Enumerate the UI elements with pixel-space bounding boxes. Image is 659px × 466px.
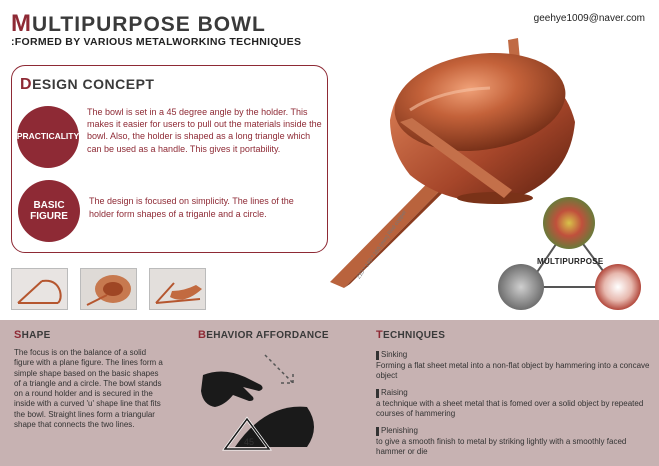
techniques-title-initial: T (376, 329, 384, 341)
title-initial: M (11, 10, 32, 37)
concept-title-rest: ESIGN CONCEPT (32, 76, 155, 92)
basic-figure-badge (18, 180, 80, 242)
diagram-label: MULTIPURPOSE (537, 257, 604, 266)
thumbnail-side-view-image (12, 269, 68, 310)
shape-title (14, 329, 51, 341)
techniques-title-rest: ECHNIQUES (383, 330, 446, 341)
page-subtitle: :FORMED BY VARIOUS METALWORKING TECHNIQUES (11, 36, 302, 48)
shape-title-initial: S (14, 329, 22, 341)
page-title (11, 10, 266, 38)
wire-photo (498, 264, 544, 310)
beads-photo (543, 197, 595, 249)
technique-desc: to give a smooth finish to metal by striking lightly with a smoothly faced hammer or die (376, 436, 627, 456)
techniques-title (376, 329, 445, 341)
shape-text: The focus is on the balance of a solid figure with a plane figure. The lines form a simple shape based on the basic shapes of a triangle and a circle. The bowl stands on a round holder and is secured in the inside with a curved 'u' shape line that fits the bowl. Straight lines form a triangular shape that connects the two lines. (14, 348, 163, 430)
shape-title-rest: HAPE (21, 330, 51, 341)
thumbnail-top-view[interactable] (80, 268, 137, 310)
behavior-illustration (195, 347, 335, 462)
basic-label-line2: FIGURE (30, 211, 68, 222)
technique-name: Plenishing (381, 426, 418, 435)
pull-direction-arrow (265, 355, 293, 383)
bullet-mark (376, 389, 379, 398)
basic-label-line1: BASIC (33, 199, 65, 211)
title-rest: ULTIPURPOSE BOWL (32, 13, 266, 36)
thumbnail-side-view[interactable] (11, 268, 68, 310)
practicality-text: The bowl is set in a 45 degree angle by the holder. This makes it easier for users to pull out the materials inside the bowl. Also, the holder is shaped as a long triangle which can be used as a handle. This gives it portability. (87, 107, 322, 154)
technique-sinking (376, 350, 651, 382)
bullet-mark (376, 351, 379, 360)
technique-name: Sinking (381, 350, 408, 359)
candy-photo (595, 264, 641, 310)
concept-title-initial: D (20, 76, 33, 93)
behavior-title (198, 329, 329, 341)
technique-desc: Forming a flat sheet metal into a non-flat object by hammering into a concave object (376, 360, 650, 380)
design-concept-title (20, 76, 154, 94)
thumbnail-angle-view-image (150, 269, 206, 310)
behavior-title-rest: EHAVIOR AFFORDANCE (206, 330, 329, 341)
thumbnail-top-view-image (81, 269, 137, 310)
technique-raising (376, 388, 651, 420)
angle-label: 45 (244, 437, 255, 447)
product-caption: 210 * 140 * 160 (mm) Red copper (356, 209, 409, 281)
thumbnail-angle-view[interactable] (149, 268, 206, 310)
bullet-mark (376, 427, 379, 436)
multipurpose-diagram (497, 195, 647, 315)
basic-figure-text: The design is focused on simplicity. The lines of the holder form shapes of a triganle and a circle. (89, 196, 294, 219)
hand-icon (201, 371, 263, 407)
author-email[interactable]: geehye1009@naver.com (533, 13, 645, 24)
behavior-title-initial: B (198, 329, 207, 341)
technique-desc: a technique with a sheet metal that is fomed over a solid object by repeated courses of hammering (376, 398, 644, 418)
technique-name: Raising (381, 388, 408, 397)
technique-plenishing (376, 426, 651, 458)
practicality-badge: PRACTICALITY (17, 106, 79, 168)
